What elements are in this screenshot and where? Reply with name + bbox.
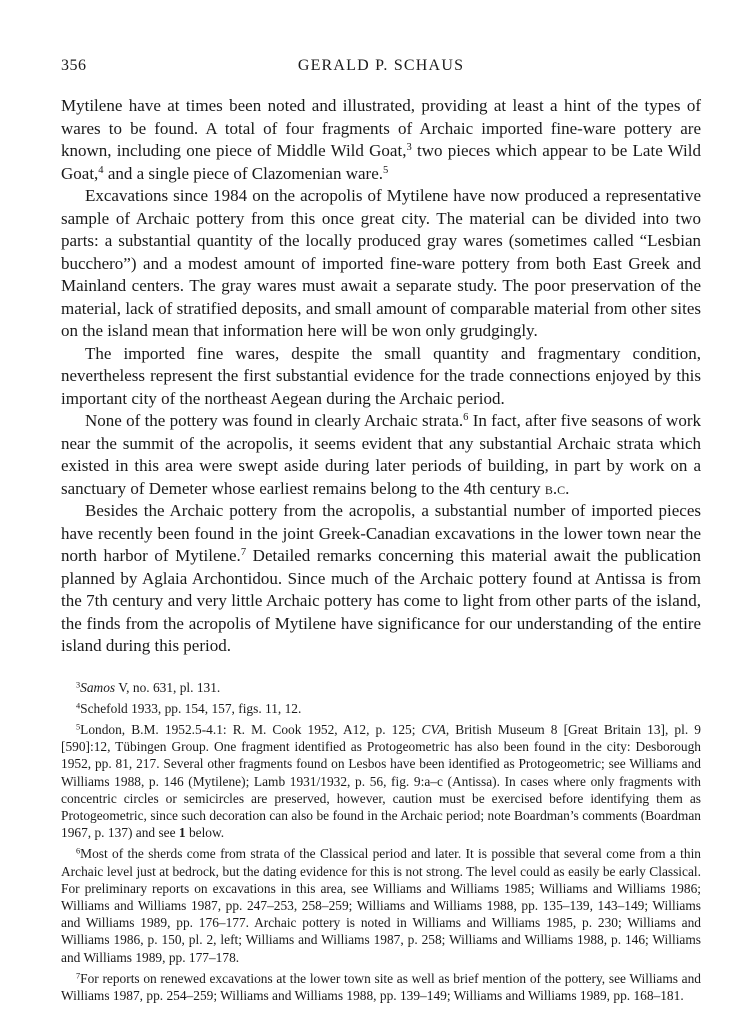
era-abbreviation: b.c. (544, 478, 570, 498)
paragraph-5: Besides the Archaic pottery from the acropolis, a substantial number of imported pieces have recently been found in the joint Greek-Canadian excavations in the lower town near the north harbor of Mytilene.$^7$ Detailed remarks concerning this material await the publication planned by Aglaia Archontidou. Since much of the Archaic pottery found at Antissa is from the 7th century and very little Archaic pottery has come to light from other parts of the island, the finds from the acropolis of Mytilene have significance for our understanding of the entire island during this period. (61, 501, 701, 655)
footnote-ref-4: 4 (98, 164, 104, 176)
page (61, 58, 701, 1008)
footnote-6: $^6$Most of the sherds come from strata of the Classical period and later. It is possible that several come from a thin Archaic level just at bedrock, but the dating evidence for this is not strong. The level could as easily be early Classical. For preliminary reports on excavations in this area, see Williams and Williams 1985; Williams and Williams 1986; Williams and Williams 1987, pp. 247–253, 258–259; Williams and Williams 1988, pp. 135–139, 143–149; Williams and Williams 1989, pp. 176–177. Archaic pottery is noted in Williams and Williams 1985, p. 230; Williams and Williams 1986, p. 150, pl. 2, left; Williams and Williams 1987, p. 258; Williams and Williams 1988, p. 146; Williams and Williams 1989, pp. 177–178. (61, 846, 701, 965)
paragraph-2: Excavations since 1984 on the acropolis of Mytilene have now produced a representative sample of Archaic pottery from this once great city. The material can be divided into two parts: a substantial quantity of the locally produced gray wares (sometimes called “Lesbian bucchero”) and a modest amount of imported fine-ware pottery from both East Greek and Mainland centers. The gray wares must await a separate study. The poor preservation of the material, lack of stratified deposits, and small amount of comparable material from other sites on the island mean that information here will be won only grudgingly. (61, 186, 701, 340)
footnote-5: $^5$London, B.M. 1952.5-4.1: R. M. Cook 1952, A12, p. 125; CVA, British Museum 8 [Great Britain 13], pl. 9 [590]:12, Tübingen Group. One fragment identified as Protogeometric has also been found in the city: Desborough 1952, pp. 81, 217. Several other fragments found on Lesbos have been identified as Protogeometric; see Williams and Williams 1988, p. 146 (Mytilene); Lamb 1931/1932, p. 56, fig. 9:a–c (Antissa). In cases where only fragments with concentric circles or semicircles are preserved, however, caution must be exercised before identifying them as Protogeometric, since such decoration can also be found in the Archaic period; note Boardman’s comments (Boardman 1967, p. 137) and see 1 below. (61, 721, 701, 841)
body-text (61, 95, 701, 658)
running-head: GERALD P. SCHAUS (297, 57, 465, 74)
footnote-ref-5: 5 (383, 164, 389, 176)
footnote-4: $^4$Schefold 1933, pp. 154, 157, figs. 11, 12. (76, 700, 302, 716)
paragraph-3: The imported fine wares, despite the small quantity and fragmentary condition, nevertheless represent the first substantial evidence for the trade connections enjoyed by this important city of the northeast Aegean during the Archaic period. (61, 343, 701, 408)
footnote-ref-7: 7 (240, 547, 247, 559)
footnotes (61, 679, 701, 1005)
page-header (61, 58, 701, 80)
paragraph-4: None of the pottery was found in clearly Archaic strata.$^6$ In fact, after five seasons of work near the summit of the acropolis, it seems evident that any substantial Archaic strata which existed in this area were swept aside during later periods of building, in part by work on a sanctuary of Demeter whose earliest remains belong to the 4th century b.c. (61, 411, 701, 498)
paragraph-1: Mytilene have at times been noted and illustrated, providing at least a hint of the types of wares to be found. A total of four fragments of Archaic imported fine-ware pottery are known, including one piece of Middle Wild Goat,$^3$ two pieces which appear to be Late Wild Goat,$^4$ and a single piece of Clazomenian ware.$^5$ (61, 96, 701, 183)
footnote-7: $^7$For reports on renewed excavations at the lower town site as well as brief mention of the pottery, see Williams and Williams 1987, pp. 254–259; Williams and Williams 1988, pp. 139–149; Williams and Williams 1989, pp. 168–181. (61, 970, 701, 1003)
footnote-ref-3: 3 (406, 142, 412, 154)
footnote-3: $^3$Samos V, no. 631, pl. 131. (76, 679, 221, 695)
footnote-ref-6: 6 (463, 412, 469, 424)
page-number: 356 (61, 57, 87, 74)
